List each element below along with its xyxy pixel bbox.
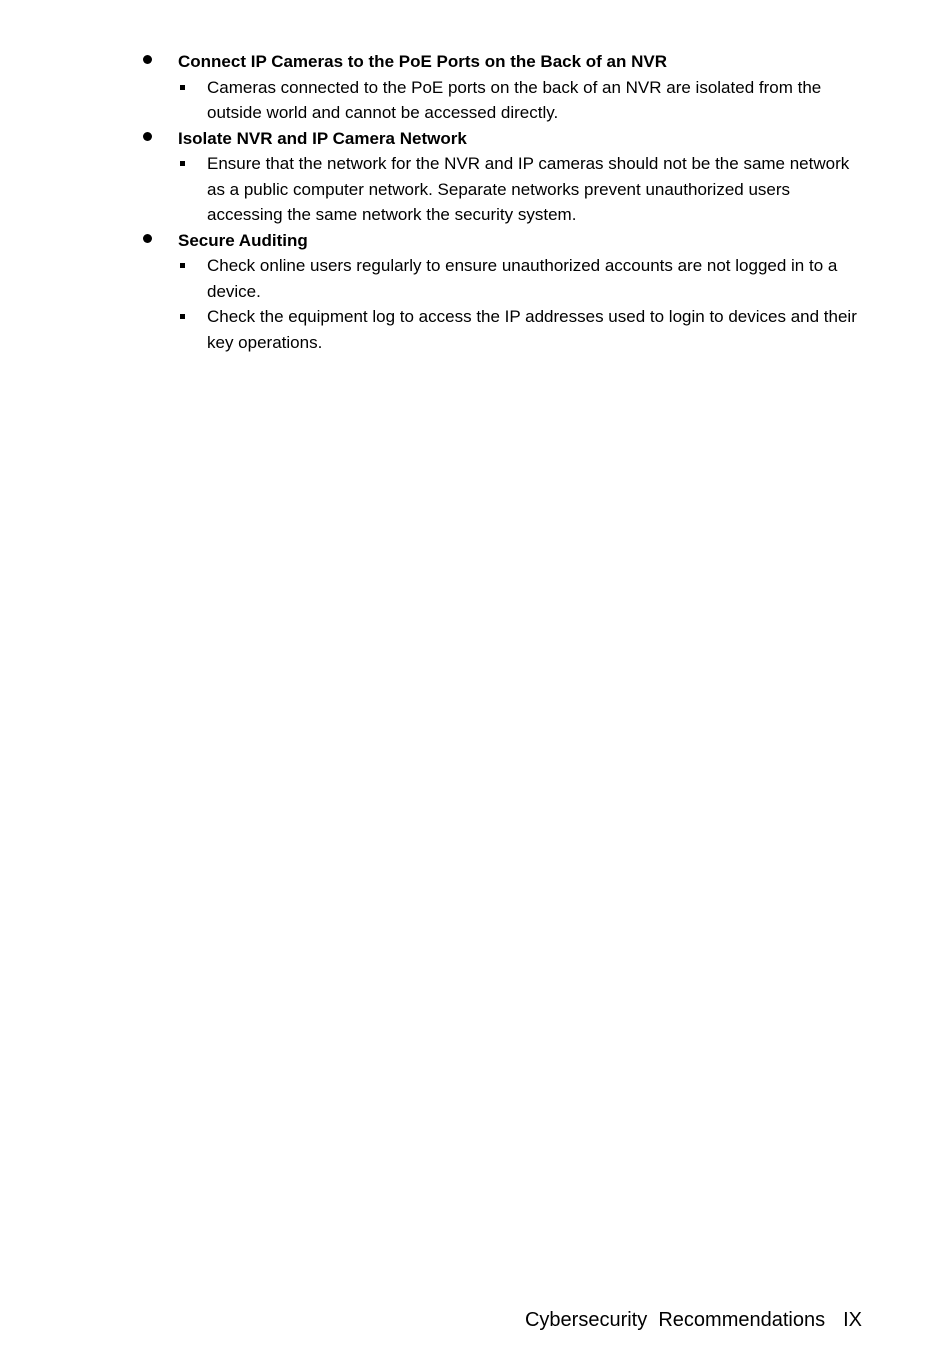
list-item bbox=[0, 75, 950, 126]
list-item bbox=[0, 151, 950, 228]
section-secure-auditing bbox=[0, 228, 950, 356]
square-bullet-icon bbox=[180, 161, 185, 166]
round-bullet-icon bbox=[143, 55, 152, 64]
round-bullet-icon bbox=[143, 234, 152, 243]
section-isolate-network bbox=[0, 126, 950, 228]
list-item-text: Check online users regularly to ensure unauthorized accounts are not logged in to a device. bbox=[207, 256, 838, 301]
section-heading-row bbox=[0, 228, 950, 254]
document-body bbox=[0, 49, 950, 355]
section-poe-ports bbox=[0, 49, 950, 126]
page-number: IX bbox=[843, 1309, 862, 1331]
section-heading-row bbox=[0, 49, 950, 75]
list-item bbox=[0, 304, 950, 355]
list-item-text: Cameras connected to the PoE ports on the back of an NVR are isolated from the outside world and cannot be accessed directly. bbox=[207, 77, 822, 122]
page-footer bbox=[525, 1306, 862, 1334]
section-heading: Secure Auditing bbox=[178, 230, 308, 250]
section-heading: Connect IP Cameras to the PoE Ports on the Back of an NVR bbox=[178, 52, 668, 71]
square-bullet-icon bbox=[180, 85, 185, 90]
square-bullet-icon bbox=[180, 263, 185, 268]
list-item-text: Ensure that the network for the NVR and IP cameras should not be the same network as a public computer network. Separate networks prevent unauthorized users accessing the same network the security system. bbox=[207, 154, 850, 224]
square-bullet-icon bbox=[180, 314, 185, 319]
list-item-text: Check the equipment log to access the IP addresses used to login to devices and their key operations. bbox=[207, 307, 857, 352]
footer-section-title: Cybersecurity Recommendations bbox=[524, 1309, 826, 1331]
round-bullet-icon bbox=[143, 132, 152, 141]
section-heading-row bbox=[0, 126, 950, 152]
section-heading: Isolate NVR and IP Camera Network bbox=[178, 128, 467, 148]
list-item bbox=[0, 253, 950, 304]
